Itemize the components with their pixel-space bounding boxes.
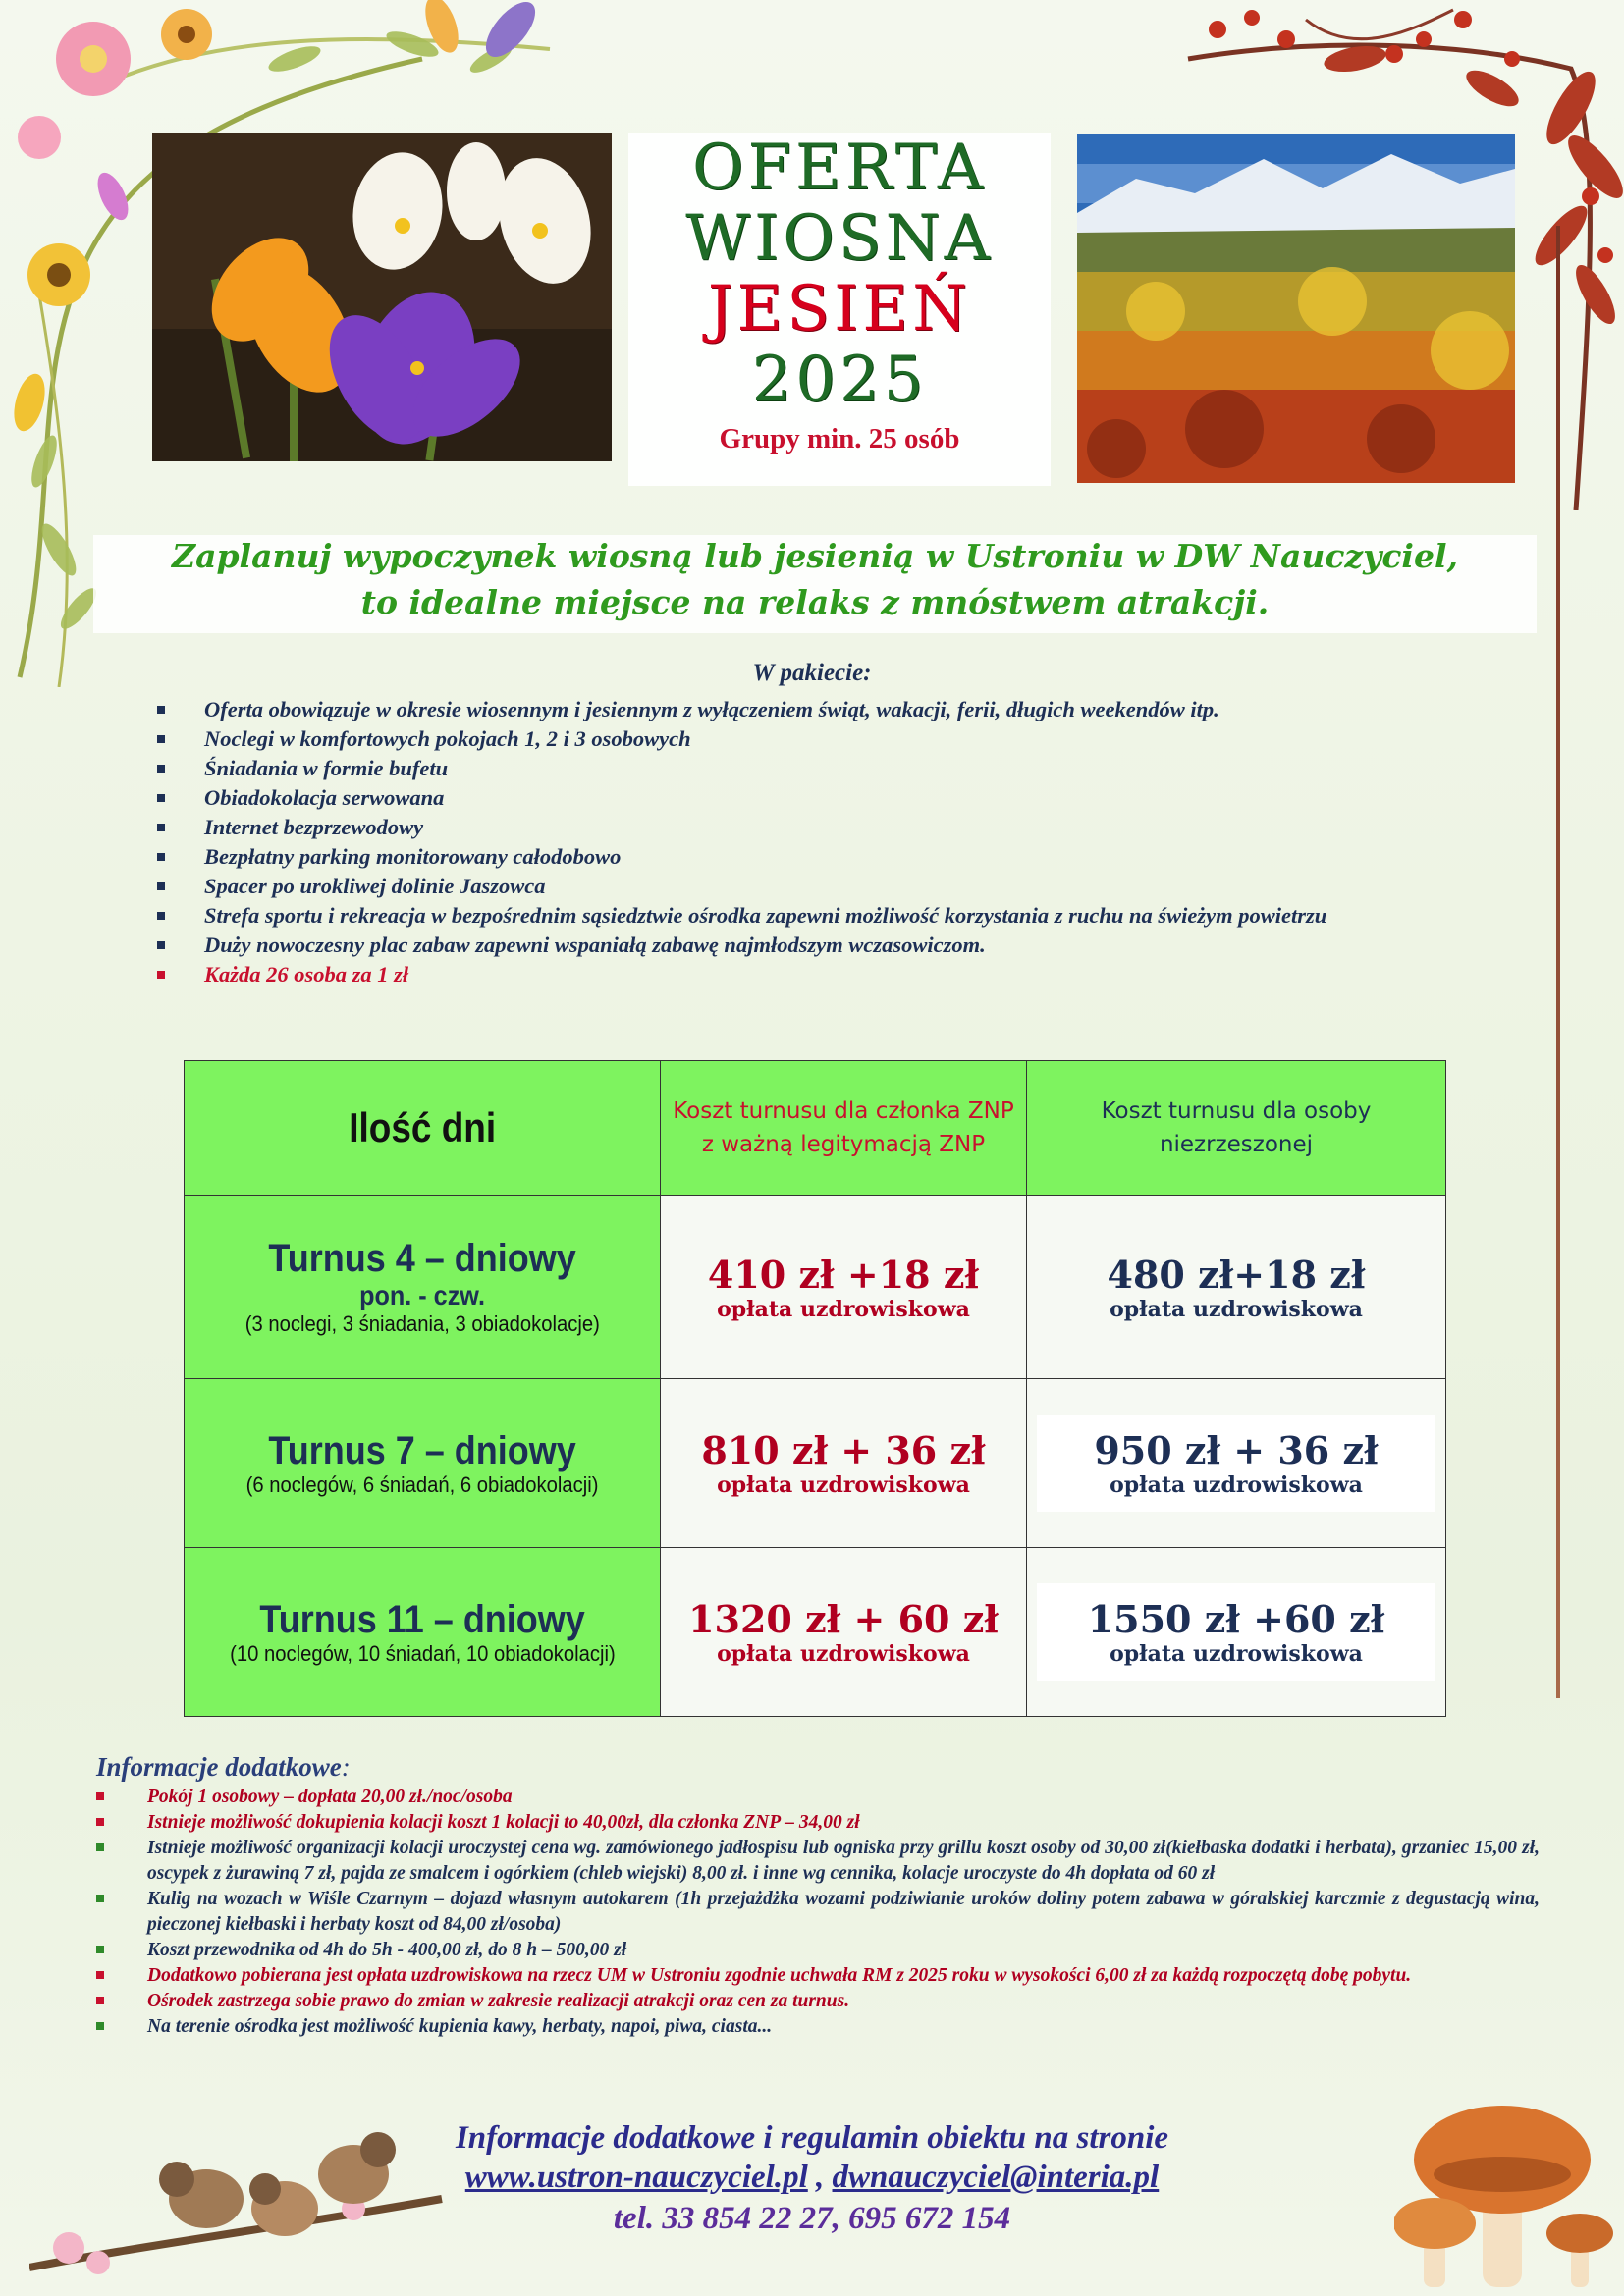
bullet-icon (96, 1997, 104, 2004)
list-item: Kulig na wozach w Wiśle Czarnym – dojazd własnym autokarem (1h przejażdżka wozami podziwianie uroków doliny potem zabawa w góralskiej karczmie z degustacją wina, pieczonej kiełbaski i herbaty koszt od 84,00 zł/osoba) (96, 1887, 1540, 1938)
title-line-jesien: JESIEŃ (707, 273, 972, 346)
table-row (185, 1196, 1446, 1379)
title-line-wiosna: WIOSNA (685, 202, 994, 275)
additional-info-title: Informacje dodatkowe: (96, 1752, 351, 1782)
other-price-cell: 480 zł+18 zł opłata uzdrowiskowa (1027, 1196, 1446, 1379)
list-item: Internet bezprzewodowy (157, 813, 1512, 842)
title-year: 2025 (751, 344, 928, 416)
lead-line-1: Zaplanuj wypoczynek wiosną lub jesienią w Ustroniu w DW Nauczyciel, (172, 537, 1458, 575)
other-price-cell: 950 zł + 36 zł opłata uzdrowiskowa (1027, 1379, 1446, 1548)
bullet-icon (157, 794, 165, 802)
footer-links: www.ustron-nauczyciel.pl , dwnauczyciel@interia.pl (464, 2160, 1160, 2195)
header-other: Koszt turnusu dla osoby niezrzeszonej (1027, 1061, 1446, 1196)
list-item: Pokój 1 osobowy – dopłata 20,00 zł./noc/osoba (96, 1785, 1540, 1810)
list-item: Duży nowoczesny plac zabaw zapewni wspaniałą zabawę najmłodszym wczasowiczom. (157, 931, 1512, 960)
list-item: Strefa sportu i rekreacja w bezpośrednim sąsiedztwie ośrodka zapewni możliwość korzystania z ruchu na świeżym powietrzu (157, 901, 1512, 931)
znp-price-cell: 1320 zł + 60 zł opłata uzdrowiskowa (661, 1548, 1027, 1717)
turnus-cell: Turnus 4 – dniowy pon. - czw. (3 noclegi, 3 śniadania, 3 obiadokolacje) (185, 1196, 661, 1379)
crocus-flowers-photo (152, 133, 612, 461)
lead-text (98, 533, 1532, 625)
bullet-icon (96, 1895, 104, 1902)
bullet-icon (157, 971, 165, 979)
list-item: Oferta obowiązuje w okresie wiosennym i jesiennym z wyłączeniem świąt, wakacji, ferii, długich weekendów itp. (157, 695, 1512, 724)
bullet-icon (157, 912, 165, 920)
znp-price-cell: 810 zł + 36 zł opłata uzdrowiskowa (661, 1379, 1027, 1548)
list-item: Noclegi w komfortowych pokojach 1, 2 i 3 osobowych (157, 724, 1512, 754)
website-link[interactable]: www.ustron-nauczyciel.pl (464, 2160, 808, 2195)
package-title: W pakiecie: (752, 660, 872, 686)
list-item-promo: Każda 26 osoba za 1 zł (157, 960, 1512, 989)
bullet-icon (157, 735, 165, 743)
turnus-cell: Turnus 7 – dniowy (6 noclegów, 6 śniadań, 6 obiadokolacji) (185, 1379, 661, 1548)
bullet-icon (96, 2022, 104, 2030)
additional-info-list (96, 1785, 1540, 2040)
other-price-cell: 1550 zł +60 zł opłata uzdrowiskowa (1027, 1548, 1446, 1717)
list-item: Na terenie ośrodka jest możliwość kupienia kawy, herbaty, napoi, piwa, ciasta... (96, 2014, 1540, 2040)
list-item: Obiadokolacja serwowana (157, 783, 1512, 813)
table-row (185, 1548, 1446, 1717)
bullet-icon (96, 1818, 104, 1826)
list-item: Bezpłatny parking monitorowany całodobowo (157, 842, 1512, 872)
list-item: Śniadania w formie bufetu (157, 754, 1512, 783)
lead-line-2: to idealne miejsce na relaks z mnóstwem atrakcji. (360, 583, 1270, 621)
bullet-icon (157, 706, 165, 714)
znp-price-cell: 410 zł +18 zł opłata uzdrowiskowa (661, 1196, 1027, 1379)
group-size-note: Grupy min. 25 osób (719, 423, 960, 454)
bullet-icon (96, 1843, 104, 1851)
list-item: Istnieje możliwość organizacji kolacji uroczystej cena wg. zamówionego jadłospisu lub ogniska przy grillu koszt osoby od 30,00 zł(kiełbaska dodatki i herbata), grzaniec 15,00 zł, oscypek z żurawiną 7 zł, pajda ze smalcem i ogórkiem (chleb wiejski) 8,00 zł. i inne wg cennika, kolacje uroczyste do 4h dopłata od 60 zł (96, 1836, 1540, 1887)
bullet-icon (157, 824, 165, 831)
list-item: Istnieje możliwość dokupienia kolacji koszt 1 kolacji to 40,00zł, dla członka ZNP – 34,00 zł (96, 1810, 1540, 1836)
package-list (157, 695, 1512, 989)
table-header-row (185, 1061, 1446, 1196)
footer-phone: tel. 33 854 22 27, 695 672 154 (613, 2201, 1011, 2236)
bullet-icon (157, 853, 165, 861)
title-line-oferta: OFERTA (691, 132, 988, 204)
list-item: Koszt przewodnika od 4h do 5h - 400,00 zł, do 8 h – 500,00 zł (96, 1938, 1540, 1963)
bullet-icon (96, 1792, 104, 1800)
list-item: Dodatkowo pobierana jest opłata uzdrowiskowa na rzecz UM w Ustroniu zgodnie uchwała RM z 2025 roku w wysokości 6,00 zł za każdą rozpoczętą dobę pobytu. (96, 1963, 1540, 1989)
table-row (185, 1379, 1446, 1548)
bullet-icon (96, 1946, 104, 1953)
footer-info-line: Informacje dodatkowe i regulamin obiektu na stronie (455, 2120, 1169, 2156)
bullet-icon (96, 1971, 104, 1979)
header-znp: Koszt turnusu dla członka ZNP z ważną legitymacją ZNP (661, 1061, 1027, 1196)
autumn-mountains-photo (1077, 134, 1515, 483)
header-days: Ilość dni (185, 1061, 661, 1196)
right-vine-decoration (1556, 226, 1560, 1698)
bullet-icon (157, 765, 165, 773)
turnus-cell: Turnus 11 – dniowy (10 noclegów, 10 śniadań, 10 obiadokolacji) (185, 1548, 661, 1717)
price-table (184, 1060, 1446, 1717)
email-link[interactable]: dwnauczyciel@interia.pl (832, 2160, 1160, 2195)
bullet-icon (157, 882, 165, 890)
bullet-icon (157, 941, 165, 949)
list-item: Spacer po urokliwej dolinie Jaszowca (157, 872, 1512, 901)
offer-title-block (628, 133, 1051, 486)
list-item: Ośrodek zastrzega sobie prawo do zmian w zakresie realizacji atrakcji oraz cen za turnus. (96, 1989, 1540, 2014)
